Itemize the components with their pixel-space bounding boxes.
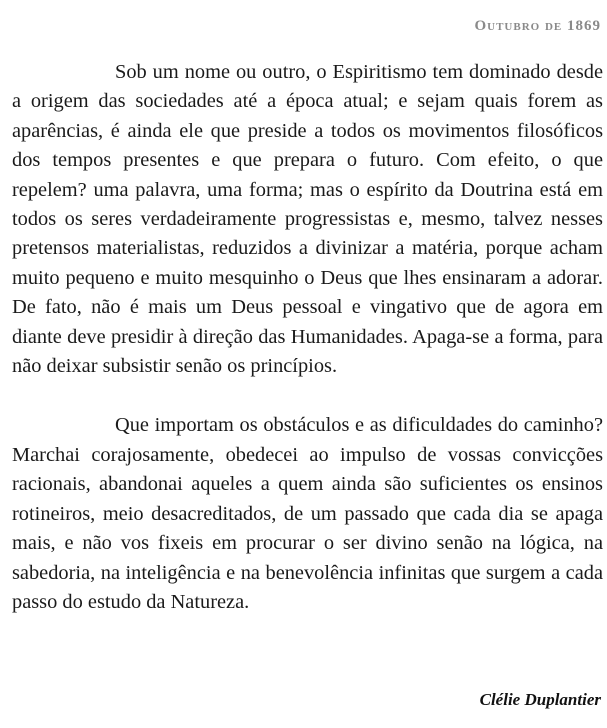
author-signature: Clélie Duplantier [479,690,601,709]
document-page [12,0,603,728]
body-text [12,58,603,617]
running-head: Outubro de 1869 [474,18,601,34]
paragraph-2: Que importam os obstáculos e as dificuldades do caminho? Marchai corajosamente, obedecei ao impulso de vossas convicções racionais, abandonai aqueles a quem ainda são suficientes os ensinos rotineiros, meio desacreditados, de um passado que cada dia se apaga mais, e não vos fixeis em procurar o ser divino senão na lógica, na sabedoria, na inteligência e na benevolência infinitas que surgem a cada passo do estudo da Natureza. [12,414,603,613]
paragraph-1: Sob um nome ou outro, o Espiritismo tem dominado desde a origem das sociedades até a época atual; e sejam quais forem as aparências, é ainda ele que preside a todos os movimentos filosóficos dos tempos presentes e que prepara o futuro. Com efeito, o que repelem? uma palavra, uma forma; mas o espírito da Doutrina está em todos os seres verdadeiramente progressistas e, mesmo, talvez nesses pretensos materialistas, reduzidos a divinizar a matéria, porque acham muito pequeno e muito mesquinho o Deus que lhes ensinaram a adorar. De fato, não é mais um Deus pessoal e vingativo que de agora em diante deve presidir à direção das Humanidades. Apaga-se a forma, para não deixar subsistir senão os princípios. [12,61,603,378]
